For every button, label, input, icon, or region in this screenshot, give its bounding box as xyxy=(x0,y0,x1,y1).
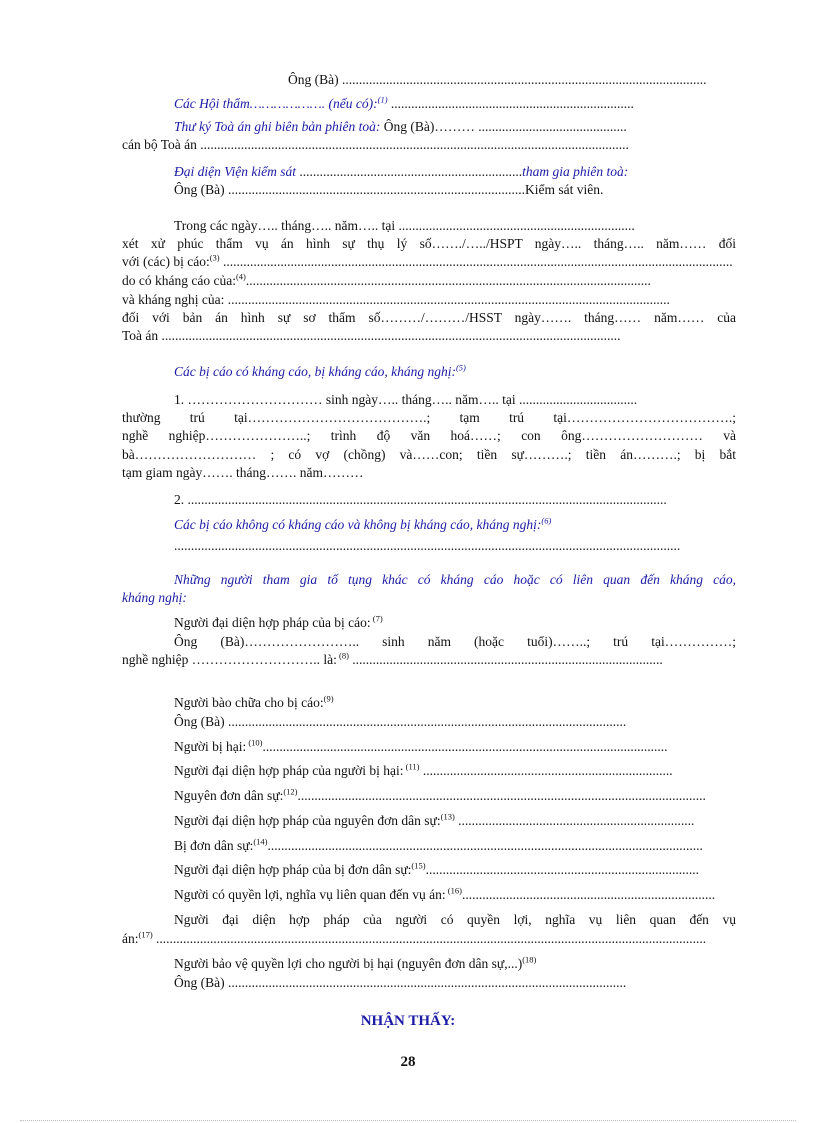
line-an: án:$^{(17)}$ ................................................................................................................................................................... xyxy=(122,930,707,946)
section-nguoi-tham-gia-cont: kháng nghị: xyxy=(122,590,187,605)
line-dai-dien-nguyen-don: Người đại diện hợp pháp của nguyên đơn dân sự:$^{(13)}$ ...................................................................... xyxy=(174,812,695,828)
line-bao-ve-quyen-loi: Người bảo vệ quyền lợi cho người bị hại (nguyên đơn dân sự,...)$^{(18)}$ xyxy=(174,955,537,971)
line-nguyen-don: Nguyên đơn dân sự:$^{(12)}$......................................................................................................................... xyxy=(174,787,706,803)
line-vien-kiem-sat: Đại diện Viện kiểm sát ..................................................................tham gia phiên toà: xyxy=(174,164,629,179)
page-number: 28 xyxy=(400,1054,416,1070)
line-dai-dien-bi-cao: Người đại diện hợp pháp của bị cáo: $^{(7)}$ xyxy=(174,614,383,630)
section-bi-cao-khong-khang-cao: Các bị cáo không có kháng cáo và không bị kháng cáo, kháng nghị:$^{(6)}$ xyxy=(174,516,552,532)
line-bi-cao-2: 2. .............................................................................................................................................. xyxy=(174,492,667,507)
line-tam-giam: tạm giam ngày……. tháng……. năm……… xyxy=(122,465,364,480)
line-hoi-tham: Các Hội thẩm………………. (nếu có):$^{(1)}$ ........................................................................ xyxy=(174,95,634,111)
line-can-bo: cán bộ Toà án ............................................................................................................................... xyxy=(122,137,629,152)
line-bi-cao: với (các) bị cáo:$^{(3)}$ ....................................................................................................................................................... xyxy=(122,253,733,269)
section-bi-cao-khang-cao: Các bị cáo có kháng cáo, bị kháng cáo, kháng nghị:$^{(5)}$ xyxy=(174,363,466,379)
line-ba: bà……………………… ; có vợ (chồng) và……con; tiền sự……….; tiền án……….; bị bắt xyxy=(122,447,736,462)
line-ong-ba-1: Ông (Bà) ............................................................................................................ xyxy=(288,72,707,87)
line-nghe-nghiep: nghề nghiệp…………………..; trình độ văn hoá……; con ông……………………… và xyxy=(122,428,736,443)
line-dai-dien-bi-don: Người đại diện hợp pháp của bị đơn dân sự:$^{(15)}$................................................................................. xyxy=(174,861,699,877)
page-bottom-divider xyxy=(20,1120,796,1121)
line-khang-nghi: và kháng nghị của: ................................................................................................................................... xyxy=(122,292,670,307)
line-thu-ky: Thư ký Toà án ghi biên bản phiên toà: Ông (Bà)……… ............................................ xyxy=(174,119,627,134)
line-dots-1: ...................................................................................................................................................... xyxy=(174,538,681,553)
line-ong-ba-bao-chua: Ông (Bà) ...................................................................................................................... xyxy=(174,714,627,729)
line-kiem-sat-vien: Ông (Bà) ........................................................................................Kiểm sát viên. xyxy=(174,182,604,197)
line-khang-cao: do có kháng cáo của:$^{(4)}$........................................................................................................................ xyxy=(122,272,651,288)
line-bi-cao-1: 1. ………………………… sinh ngày….. tháng….. năm….. tại ................................... xyxy=(174,392,638,407)
section-heading-nhan-thay: NHẬN THẤY: xyxy=(360,1013,456,1029)
line-nguoi-bi-hai: Người bị hại: $^{(10)}$........................................................................................................................ xyxy=(174,738,668,754)
line-ong-ba-sinh-nam: Ông (Bà)…………………….. sinh năm (hoặc tuổi)……..; trú tại……………; xyxy=(174,634,736,649)
line-nghe-nghiep-la: nghề nghiệp ……………………….. là: $^{(8)}$ ............................................................................................ xyxy=(122,651,663,667)
line-xet-xu: xét xử phúc thẩm vụ án hình sự thụ lý số……./…../HSPT ngày….. tháng….. năm…… đối xyxy=(122,236,736,251)
line-dai-dien-quyen-loi: Người đại diện hợp pháp của người có quyền lợi, nghĩa vụ liên quan đến vụ xyxy=(174,912,736,927)
line-dai-dien-bi-hai: Người đại diện hợp pháp của người bị hại: $^{(11)}$ .......................................................................... xyxy=(174,762,673,778)
section-nguoi-tham-gia: Những người tham gia tố tụng khác có kháng cáo hoặc có liên quan đến kháng cáo, xyxy=(174,572,736,587)
line-ong-ba-bao-ve: Ông (Bà) ...................................................................................................................... xyxy=(174,975,627,990)
line-toa-an: Toà án ........................................................................................................................................ xyxy=(122,328,621,343)
line-thuong-tru: thường trú tại………………………………….; tạm trú tại……………………………….; xyxy=(122,410,736,425)
line-bao-chua: Người bào chữa cho bị cáo:$^{(9)}$ xyxy=(174,694,334,710)
line-bi-don: Bị đơn dân sự:$^{(14)}$................................................................................................................................. xyxy=(174,837,703,853)
line-quyen-loi: Người có quyền lợi, nghĩa vụ liên quan đến vụ án: $^{(16)}$........................................................................... xyxy=(174,886,716,902)
line-trong-cac-ngay: Trong các ngày….. tháng….. năm….. tại ...................................................................... xyxy=(174,218,635,233)
line-ban-an: đối với bản án hình sự sơ thẩm số………/………/HSST ngày……. tháng…… năm…… của xyxy=(122,310,736,325)
